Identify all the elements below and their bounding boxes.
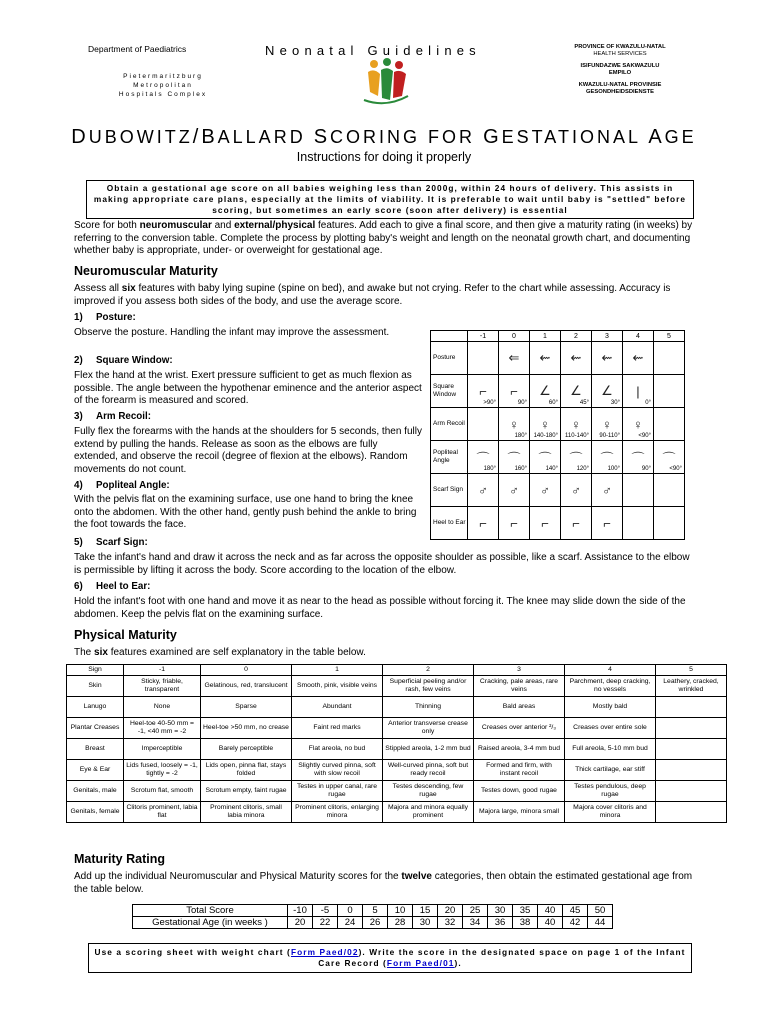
pm-sign-cell: Plantar Creases bbox=[67, 718, 124, 739]
heel-ear-figure-icon: ⌐ bbox=[603, 515, 611, 531]
item-title-scarf: 5) Scarf Sign: bbox=[74, 537, 148, 548]
pm-cell: Majora and minora equally prominent bbox=[383, 802, 474, 823]
pm-cell bbox=[656, 781, 727, 802]
pm-cell: Barely perceptible bbox=[201, 739, 292, 760]
maturity-rating-table bbox=[132, 904, 613, 929]
pm-cell: None bbox=[124, 697, 201, 718]
heel-ear-figure-icon: ⌐ bbox=[510, 515, 518, 531]
kzn-health-logo bbox=[362, 56, 410, 106]
pm-cell: Bald areas bbox=[474, 697, 565, 718]
rating-value: 0 bbox=[338, 905, 363, 917]
rating-value: -5 bbox=[313, 905, 338, 917]
pm-cell: Scrotum flat, smooth bbox=[124, 781, 201, 802]
pm-cell: Creases over entire sole bbox=[565, 718, 656, 739]
pm-sign-cell: Lanugo bbox=[67, 697, 124, 718]
neuromuscular-chart bbox=[430, 330, 685, 540]
pm-sign-cell: Genitals, male bbox=[67, 781, 124, 802]
pm-cell: Sticky, friable, transparent bbox=[124, 676, 201, 697]
pm-cell: Testes descending, few rugae bbox=[383, 781, 474, 802]
rating-value: 36 bbox=[488, 917, 513, 929]
rating-value: -10 bbox=[288, 905, 313, 917]
pm-cell: Sparse bbox=[201, 697, 292, 718]
item-title-heel-ear: 6) Heel to Ear: bbox=[74, 581, 151, 592]
physical-heading: Physical Maturity bbox=[74, 628, 177, 642]
rating-value: 40 bbox=[538, 905, 563, 917]
chart-row-square-window: Square Window ⌐ >90° ⌐ 90° ∠ 60° ∠ 45° ∠ 30° | 0° bbox=[431, 375, 685, 408]
form-paed-01-link[interactable]: Form Paed/01 bbox=[386, 958, 455, 968]
pm-cell: -1 bbox=[124, 665, 201, 676]
rating-value: 25 bbox=[463, 905, 488, 917]
rating-value: 42 bbox=[563, 917, 588, 929]
pm-sign-cell: Breast bbox=[67, 739, 124, 760]
pm-cell: Clitoris prominent, labia flat bbox=[124, 802, 201, 823]
hospital-name: Pietermaritzburg Metropolitan Hospitals Complex bbox=[118, 73, 208, 98]
pm-cell bbox=[656, 718, 727, 739]
rating-value: 10 bbox=[388, 905, 413, 917]
leg-figure-icon: ⌒ bbox=[538, 450, 552, 466]
wrist-angle-icon: ∠ bbox=[539, 383, 551, 398]
pm-cell: 4 bbox=[565, 665, 656, 676]
item-text-arm-recoil: Fully flex the forearms with the hands at the shoulders for 5 seconds, then fully extend by pulling the hands. Release as soon as the elbows are fully extended, and observe the recoil (degree of flexion at the elbows). Random movements do not count. bbox=[74, 426, 422, 475]
pm-cell: Prominent clitoris, small labia minora bbox=[201, 802, 292, 823]
chart-row-posture: Posture ⇐ ⇜ ⇜ ⇜ ⇜ bbox=[431, 342, 685, 375]
footer-note: Use a scoring sheet with weight chart (Form Paed/02). Write the score in the designated space on page 1 of the Infant Care Record (Form Paed/01). bbox=[88, 943, 692, 973]
item-title-posture: 1) Posture: bbox=[74, 312, 136, 323]
rating-value: 35 bbox=[513, 905, 538, 917]
rating-value: 24 bbox=[338, 917, 363, 929]
score-header: 1 bbox=[530, 331, 561, 342]
pm-cell: Cracking, pale areas, rare veins bbox=[474, 676, 565, 697]
pm-cell: 0 bbox=[201, 665, 292, 676]
leg-figure-icon: ⌒ bbox=[662, 450, 676, 466]
pm-cell: Testes pendulous, deep rugae bbox=[565, 781, 656, 802]
leg-figure-icon: ⌒ bbox=[507, 450, 521, 466]
pm-row bbox=[67, 781, 727, 802]
pm-sign-cell: Eye & Ear bbox=[67, 760, 124, 781]
score-header: 4 bbox=[623, 331, 654, 342]
pm-row bbox=[67, 697, 727, 718]
pm-cell: Testes in upper canal, rare rugae bbox=[292, 781, 383, 802]
physical-intro: The six features examined are self explanatory in the table below. bbox=[74, 647, 366, 658]
pm-sign-cell: Sign bbox=[67, 665, 124, 676]
rating-row bbox=[133, 905, 613, 917]
pm-cell bbox=[656, 739, 727, 760]
leg-figure-icon: ⌒ bbox=[569, 450, 583, 466]
rating-row-label: Gestational Age (in weeks ) bbox=[133, 917, 288, 929]
pm-cell bbox=[656, 802, 727, 823]
pm-row bbox=[67, 739, 727, 760]
score-header: 2 bbox=[561, 331, 592, 342]
pm-cell: Thinning bbox=[383, 697, 474, 718]
pm-cell: Slightly curved pinna, soft with slow recoil bbox=[292, 760, 383, 781]
pm-cell: Formed and firm, with instant recoil bbox=[474, 760, 565, 781]
rating-row-label: Total Score bbox=[133, 905, 288, 917]
heel-ear-figure-icon: ⌐ bbox=[541, 515, 549, 531]
rating-row bbox=[133, 917, 613, 929]
pm-cell: Leathery, cracked, wrinkled bbox=[656, 676, 727, 697]
leg-figure-icon: ⌒ bbox=[600, 450, 614, 466]
rating-value: 22 bbox=[313, 917, 338, 929]
pm-cell bbox=[656, 760, 727, 781]
form-paed-02-link[interactable]: Form Paed/02 bbox=[290, 947, 359, 957]
pm-row bbox=[67, 802, 727, 823]
arm-figure-icon: ♀ bbox=[602, 416, 612, 432]
pm-cell bbox=[656, 697, 727, 718]
pm-cell: Mostly bald bbox=[565, 697, 656, 718]
pm-sign-cell: Genitals, female bbox=[67, 802, 124, 823]
intro-box: Obtain a gestational age score on all babies weighing less than 2000g, within 24 hours of delivery. This assists in making appropriate care plans, especially at the limits of viability. It is preferable to wait until baby is "settled" before scoring, but sometimes an early score (soon after delivery) is essential bbox=[86, 180, 694, 219]
score-header: 0 bbox=[499, 331, 530, 342]
pm-cell: Thick cartilage, ear stiff bbox=[565, 760, 656, 781]
pm-cell: Stippled areola, 1-2 mm bud bbox=[383, 739, 474, 760]
pm-cell: Gelatinous, red, translucent bbox=[201, 676, 292, 697]
wrist-angle-icon: ⌐ bbox=[479, 383, 487, 399]
wrist-angle-icon: ⌐ bbox=[510, 383, 518, 399]
heel-ear-figure-icon: ⌐ bbox=[479, 515, 487, 531]
item-text-posture: Observe the posture. Handling the infant may improve the assessment. bbox=[74, 327, 390, 338]
posture-figure-icon: ⇜ bbox=[632, 350, 644, 365]
physical-maturity-table bbox=[66, 664, 727, 823]
item-text-heel-ear: Hold the infant's foot with one hand and move it as near to the head as possible without forcing it. The knee may slide down the side of the abdomen. Keep the pelvis flat on the examining surface. bbox=[74, 596, 686, 620]
item-title-square-window: 2) Square Window: bbox=[74, 355, 173, 366]
rating-value: 50 bbox=[588, 905, 613, 917]
pm-cell: Testes down, good rugae bbox=[474, 781, 565, 802]
intro-paragraph: Score for both neuromuscular and external/physical features. Add each to give a final score, and then give a maturity rating (in weeks) by referring to the conversion table. Complete the process by plotting baby's weight and length on the neonatal growth chart, and documenting whether baby is appropriate, under- or overweight for gestational age. bbox=[74, 220, 693, 256]
posture-figure-icon: ⇐ bbox=[508, 350, 520, 365]
scarf-figure-icon: ♂ bbox=[571, 482, 581, 498]
pm-cell: Imperceptible bbox=[124, 739, 201, 760]
score-header: -1 bbox=[468, 331, 499, 342]
item-text-square-window: Flex the hand at the wrist. Exert pressure sufficient to get as much flexion as possible. The angle between the hypothenar eminence and the anterior aspect of the forearm is measured and scored. bbox=[74, 370, 422, 406]
arm-figure-icon: ♀ bbox=[509, 416, 519, 432]
pm-cell: 1 bbox=[292, 665, 383, 676]
chart-row-popliteal: Popliteal Angle ⌒ 180° ⌒ 160° ⌒ 140° ⌒ 120° ⌒ 100° ⌒ 90° ⌒ <90° bbox=[431, 441, 685, 474]
item-title-popliteal: 4) Popliteal Angle: bbox=[74, 480, 170, 491]
item-title-arm-recoil: 3) Arm Recoil: bbox=[74, 411, 151, 422]
pm-cell: Parchment, deep cracking, no vessels bbox=[565, 676, 656, 697]
page-subtitle: Instructions for doing it properly bbox=[296, 150, 472, 164]
posture-figure-icon: ⇜ bbox=[570, 350, 582, 365]
chart-score-row bbox=[431, 331, 685, 342]
neuro-heading: Neuromuscular Maturity bbox=[74, 264, 218, 278]
score-header: 5 bbox=[654, 331, 685, 342]
province-block: PROVINCE OF KWAZULU-NATAL HEALTH SERVICES ISIFUNDAZWE SAKWAZULU EMPILO KWAZULU-NATAL PROVINSIE GESONDHEIDSDIENSTE bbox=[574, 44, 666, 95]
pm-cell: Heel-toe >50 mm, no crease bbox=[201, 718, 292, 739]
pm-cell: Flat areola, no bud bbox=[292, 739, 383, 760]
rating-value: 28 bbox=[388, 917, 413, 929]
pm-cell: Scrotum empty, faint rugae bbox=[201, 781, 292, 802]
pm-header-row bbox=[67, 665, 727, 676]
pm-cell: 3 bbox=[474, 665, 565, 676]
chart-row-scarf: Scarf Sign ♂ ♂ ♂ ♂ ♂ bbox=[431, 474, 685, 507]
series-title: Neonatal Guidelines bbox=[265, 43, 481, 58]
item-text-scarf: Take the infant's hand and draw it across the neck and as far across the opposite shoulder as possible, like a scarf. Assistance to the elbow is permissible by lifting it across the body. Score according to the location of the elbow. bbox=[74, 552, 690, 576]
scarf-figure-icon: ♂ bbox=[509, 482, 519, 498]
pm-cell: Majora cover clitoris and minora bbox=[565, 802, 656, 823]
leg-figure-icon: ⌒ bbox=[476, 450, 490, 466]
pm-cell: Creases over anterior ²/₃ bbox=[474, 718, 565, 739]
neuro-intro: Assess all six features with baby lying supine (spine on bed), and awake but not crying. Refer to the chart while assessing. Accuracy is improved if you assess both sides of the body, and use the average score. bbox=[74, 283, 671, 307]
wrist-angle-icon: | bbox=[636, 383, 640, 399]
pm-cell: Lids open, pinna flat, stays folded bbox=[201, 760, 292, 781]
pm-cell: Prominent clitoris, enlarging minora bbox=[292, 802, 383, 823]
rating-intro: Add up the individual Neuromuscular and Physical Maturity scores for the twelve categories, then obtain the estimated gestational age from the table below. bbox=[74, 871, 693, 895]
rating-value: 44 bbox=[588, 917, 613, 929]
rating-value: 45 bbox=[563, 905, 588, 917]
rating-value: 34 bbox=[463, 917, 488, 929]
pm-cell: Raised areola, 3-4 mm bud bbox=[474, 739, 565, 760]
pm-row bbox=[67, 760, 727, 781]
pm-cell: 2 bbox=[383, 665, 474, 676]
pm-cell: Heel-toe 40-50 mm = -1, <40 mm = -2 bbox=[124, 718, 201, 739]
leg-figure-icon: ⌒ bbox=[631, 450, 645, 466]
rating-value: 38 bbox=[513, 917, 538, 929]
scarf-figure-icon: ♂ bbox=[602, 482, 612, 498]
chart-row-arm-recoil: Arm Recoil ♀ 180° ♀ 140-180° ♀ 110-140° ♀ 90-110° ♀ <90° bbox=[431, 408, 685, 441]
item-text-popliteal: With the pelvis flat on the examining surface, use one hand to bring the knee onto the abdomen. With the other hand, gently push behind the ankle to bring the foot towards the face. bbox=[74, 494, 417, 530]
pm-cell: Faint red marks bbox=[292, 718, 383, 739]
pm-row bbox=[67, 718, 727, 739]
pm-cell: Majora large, minora small bbox=[474, 802, 565, 823]
pm-cell: Abundant bbox=[292, 697, 383, 718]
rating-heading: Maturity Rating bbox=[74, 852, 165, 866]
heel-ear-figure-icon: ⌐ bbox=[572, 515, 580, 531]
rating-value: 40 bbox=[538, 917, 563, 929]
page-title: DUBOWITZ/BALLARD SCORING FOR GESTATIONAL AGE bbox=[71, 126, 697, 148]
pm-sign-cell: Skin bbox=[67, 676, 124, 697]
pm-cell: Superficial peeling and/or rash, few veins bbox=[383, 676, 474, 697]
arm-figure-icon: ♀ bbox=[633, 416, 643, 432]
posture-figure-icon: ⇜ bbox=[601, 350, 613, 365]
department-name: Department of Paediatrics bbox=[88, 44, 187, 54]
pm-row bbox=[67, 676, 727, 697]
pm-cell: Lids fused, loosely = -1, tightly = -2 bbox=[124, 760, 201, 781]
rating-value: 5 bbox=[363, 905, 388, 917]
pm-cell: 5 bbox=[656, 665, 727, 676]
arm-figure-icon: ♀ bbox=[571, 416, 581, 432]
pm-cell: Full areola, 5-10 mm bud bbox=[565, 739, 656, 760]
pm-cell: Smooth, pink, visible veins bbox=[292, 676, 383, 697]
chart-row-heel-ear: Heel to Ear ⌐ ⌐ ⌐ ⌐ ⌐ bbox=[431, 507, 685, 540]
scarf-figure-icon: ♂ bbox=[540, 482, 550, 498]
arm-figure-icon: ♀ bbox=[540, 416, 550, 432]
wrist-angle-icon: ∠ bbox=[601, 383, 613, 398]
pm-cell: Anterior transverse crease only bbox=[383, 718, 474, 739]
rating-value: 30 bbox=[488, 905, 513, 917]
department-block bbox=[88, 44, 228, 99]
scarf-figure-icon: ♂ bbox=[478, 482, 488, 498]
wrist-angle-icon: ∠ bbox=[570, 383, 582, 398]
rating-value: 32 bbox=[438, 917, 463, 929]
pm-cell: Well-curved pinna, soft but ready recoil bbox=[383, 760, 474, 781]
rating-value: 20 bbox=[438, 905, 463, 917]
score-header: 3 bbox=[592, 331, 623, 342]
rating-value: 15 bbox=[413, 905, 438, 917]
rating-value: 26 bbox=[363, 917, 388, 929]
rating-value: 20 bbox=[288, 917, 313, 929]
rating-value: 30 bbox=[413, 917, 438, 929]
posture-figure-icon: ⇜ bbox=[539, 350, 551, 365]
